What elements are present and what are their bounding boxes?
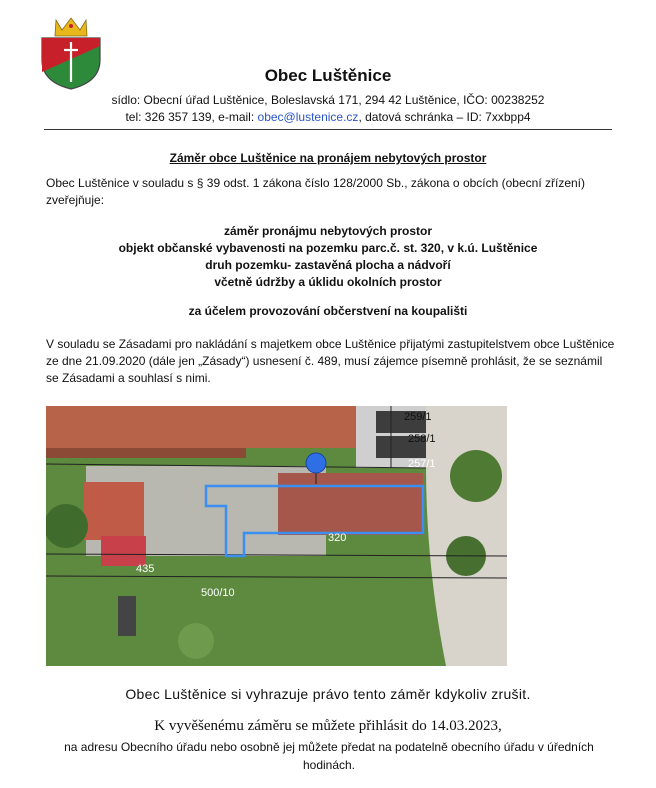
cadastral-map [46, 406, 507, 666]
address-line: sídlo: Obecní úřad Luštěnice, Boleslavská 171, 294 42 Luštěnice, IČO: 00238252 [111, 93, 545, 107]
deadline-line: K vyvěšenému záměru se můžete přihlásit do 14.03.2023, [154, 718, 502, 734]
email-link[interactable]: obec@lustenice.cz [257, 110, 359, 124]
parcel-label: 500/10 [201, 587, 235, 599]
purpose-line: za účelem provozování občerstvení na koupališti [188, 304, 468, 318]
document-heading: Záměr obce Luštěnice na pronájem nebytových prostor [169, 151, 487, 165]
parcel-label: 259/1 [404, 411, 432, 423]
submission-line: na adresu Obecního úřadu nebo osobně jej můžete předat na podatelně obecního úřadu v úředních hodinách. [64, 740, 594, 772]
intent-block [0, 223, 656, 291]
intent-line: včetně údržby a úklidu okolních prostor [214, 275, 442, 289]
parcel-label: 257/1 [408, 458, 436, 470]
parcel-label: 258/1 [408, 433, 436, 445]
header-divider [44, 129, 612, 130]
rules-paragraph: V souladu se Zásadami pro nakládání s majetkem obce Luštěnice přijatými zastupitelstvem obce Luštěnice ze dne 21.09.2020 (dále jen „Zásady“) usnesení č. 489, musí zájemce písemně prohlásit, že se seznámil se Zásadami a souhlasí s nimi. [46, 337, 615, 385]
parcel-label: 435 [136, 563, 155, 575]
closing-statement: Obec Luštěnice si vyhrazuje právo tento záměr kdykoliv zrušit. [125, 686, 531, 702]
contact-prefix: tel: 326 357 139, e-mail: [125, 110, 258, 124]
intro-paragraph: Obec Luštěnice v souladu s § 39 odst. 1 zákona číslo 128/2000 Sb., zákona o obcích (obecní zřízení) zveřejňuje: [46, 176, 585, 207]
contact-suffix: , datová schránka – ID: 7xxbpp4 [358, 110, 531, 124]
intent-line: záměr pronájmu nebytových prostor [223, 224, 433, 238]
intent-line: druh pozemku- zastavěná plocha a nádvoří [205, 258, 451, 272]
parcel-label: 320 [328, 532, 347, 544]
intent-line: objekt občanské vybavenosti na pozemku parc.č. st. 320, v k.ú. Luštěnice [118, 241, 538, 255]
page-title: Obec Luštěnice [264, 66, 392, 85]
contact-line [0, 110, 656, 124]
